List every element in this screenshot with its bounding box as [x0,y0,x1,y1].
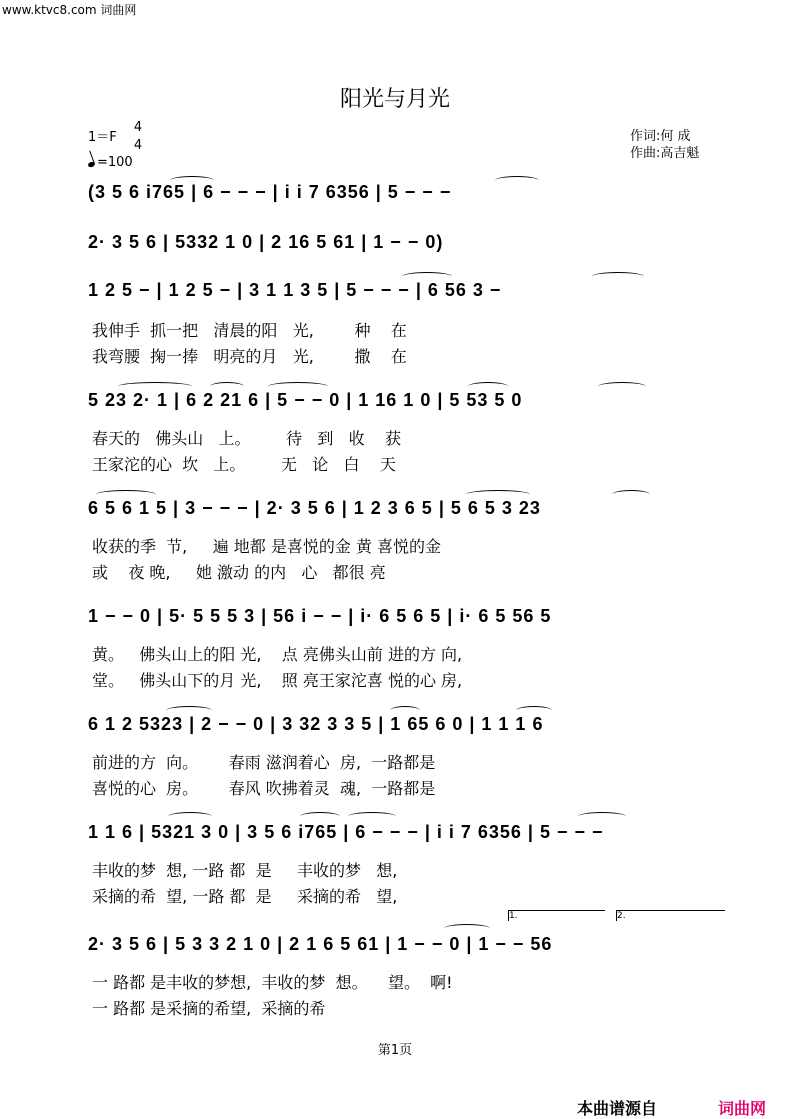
slur-mark [495,176,539,185]
lyric-line: 或 夜 晚, 她 激动 的内 心 都很 亮 [92,563,386,582]
slur-mark [578,812,626,821]
slur-mark [268,382,328,391]
slur-mark [592,272,644,281]
lyric-line: 我伸手 抓一把 清晨的阳 光, 种 在 [92,321,407,340]
lyricist: 作词:何 成 [630,129,691,144]
footer-source-text: 本曲谱源自 [577,1099,658,1118]
slur-mark [598,382,646,391]
time-signature-bottom: 4 [133,138,143,153]
key-signature: 1＝F [88,130,117,145]
lyric-line: 黄。 佛头山上的阳 光, 点 亮佛头山前 进的方 向, [92,645,463,664]
notation-row [88,222,728,262]
slur-mark [466,490,530,499]
song-title: 阳光与月光 [339,87,450,112]
lyric-line: 前进的方 向。 春雨 滋润着心 房, 一路都是 [92,753,436,772]
lyric-line: 丰收的梦 想, 一路 都 是 丰收的梦 想, [92,861,398,880]
notation-text: 2· 3 5 6 | 5 3 3 2 1 0 | 2 1 6 5 61 | 1 − − 0 | 1 − − 56 [88,934,553,954]
lyric-line: 春天的 佛头山 上。 待 到 收 获 [92,429,401,448]
slur-mark [516,706,552,715]
slur-mark [468,382,508,391]
notation-text: 2· 3 5 6 | 5332 1 0 | 2 16 5 61 | 1 − − 0) [88,232,444,252]
lyric-line: 王家沱的心 坎 上。 无 论 白 天 [92,455,396,474]
notation-text: 1 2 5 − | 1 2 5 − | 3 1 1 3 5 | 5 − − − | 6 56 3 − [88,280,502,300]
slur-mark [444,924,490,933]
lyric-line: 采摘的希 望, 一路 都 是 采摘的希 望, [92,887,398,906]
notation-text: 1 − − 0 | 5· 5 5 5 3 | 56 i − − | i· 6 5 6 5 | i· 6 5 56 5 [88,606,552,626]
slur-mark [210,382,244,391]
slur-mark [402,272,452,281]
volta-second-ending: 2. [616,910,725,921]
volta-first-ending: 1. [508,910,605,921]
lyric-line: 我弯腰 掬一捧 明亮的月 光, 撒 在 [92,347,407,366]
notation-text: 1 1 6 | 5321 3 0 | 3 5 6 i765 | 6 − − − | i i 7 6356 | 5 − − − [88,822,604,842]
lyric-line: 一 路都 是采摘的希望, 采摘的希 [92,999,326,1018]
time-signature-top: 4 [133,120,143,135]
tempo-value: =100 [97,155,133,170]
slur-mark [300,812,340,821]
slur-mark [166,706,212,715]
notation-text: 5 23 2· 1 | 6 2 21 6 | 5 − − 0 | 1 16 1 0 | 5 53 5 0 [88,390,523,410]
slur-mark [168,812,212,821]
slur-mark [390,706,420,715]
notation-row [88,596,728,636]
page-number: 第1页 [377,1043,413,1058]
notation-text: (3 5 6 i765 | 6 − − − | i i 7 6356 | 5 − − − [88,182,452,202]
notation-text: 6 1 2 5323 | 2 − − 0 | 3 32 3 3 5 | 1 65 6 0 | 1 1 1 6 [88,714,544,734]
composer: 作曲:高吉魁 [630,146,700,161]
credits [630,128,699,162]
lyric-line: 收获的季 节, 遍 地都 是喜悦的金 黄 喜悦的金 [92,537,442,556]
slur-mark [348,812,396,821]
site-url[interactable]: www.ktvc8.com 词曲网 [2,3,137,17]
time-signature [131,119,145,155]
notation-row [88,924,728,964]
slur-mark [96,490,156,499]
lyric-line: 喜悦的心 房。 春风 吹拂着灵 魂, 一路都是 [92,779,436,798]
tempo-marking [88,155,133,170]
notation-text: 6 5 6 1 5 | 3 − − − | 2· 3 5 6 | 1 2 3 6 5 | 5 6 5 3 23 [88,498,541,518]
slur-mark [612,490,650,499]
lyric-line: 堂。 佛头山下的月 光, 照 亮王家沱喜 悦的心 房, [92,671,463,690]
slur-mark [118,382,192,391]
slur-mark [170,176,214,185]
footer-logo[interactable]: 词曲网 [718,1099,767,1118]
quarter-note-icon [87,161,95,168]
lyric-line: 一 路都 是丰收的梦想, 丰收的梦 想。 望。 啊! [92,973,453,992]
